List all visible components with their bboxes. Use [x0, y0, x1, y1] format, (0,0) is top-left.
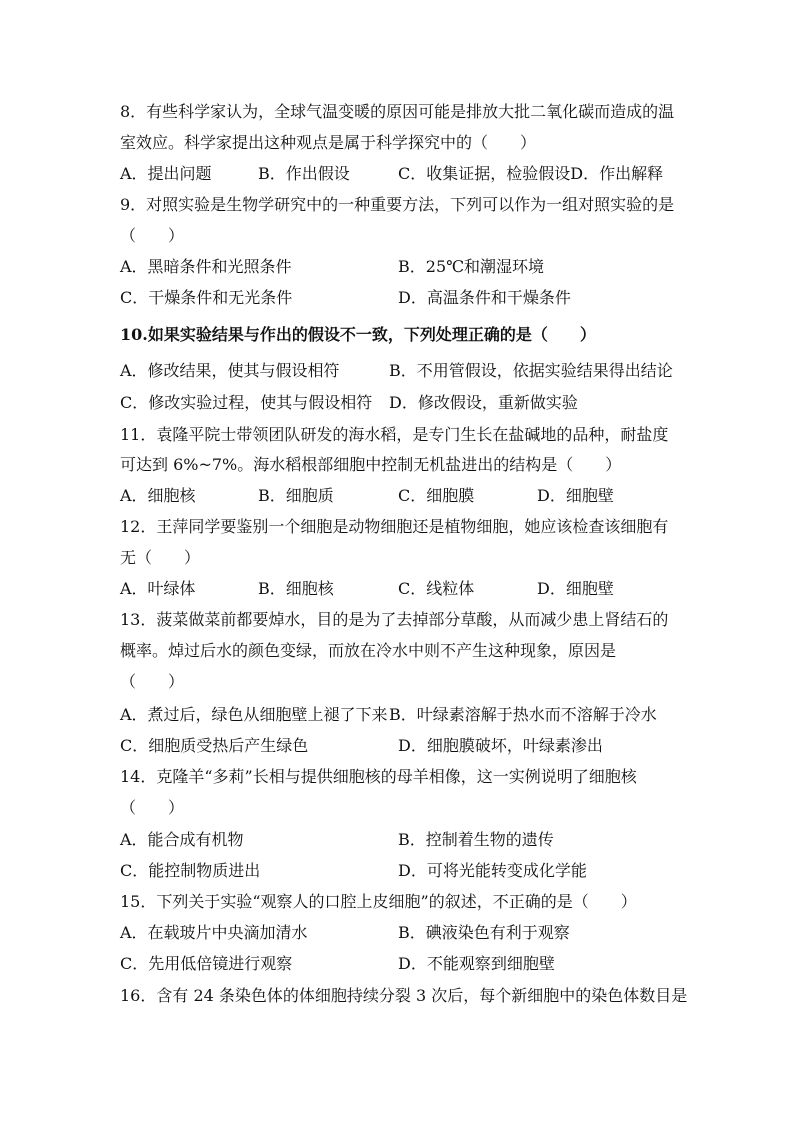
question-14-option-b: B．控制着生物的遗传	[398, 830, 554, 849]
question-14-stem: 14．克隆羊“多莉”长相与提供细胞核的母羊相像，这一实例说明了细胞核	[120, 767, 637, 786]
question-9-option-b: B．25℃和潮湿环境	[398, 257, 545, 276]
question-11-stem: 11．袁隆平院士带领团队研发的海水稻，是专门生长在盐碱地的品种，耐盐度	[120, 425, 669, 444]
question-8-stem: 8．有些科学家认为，全球气温变暖的原因可能是排放大批二氧化碳而造成的温	[120, 102, 675, 121]
question-9-option-a: A．黑暗条件和光照条件	[120, 257, 292, 276]
question-15-option-a: A．在载玻片中央滴加清水	[120, 923, 308, 942]
question-8-option-b: B．作出假设	[258, 164, 350, 183]
question-9-option-c: C．干燥条件和无光条件	[120, 288, 293, 307]
question-13-option-d: D．细胞膜破坏，叶绿素渗出	[398, 736, 603, 755]
question-14-stem-cont: （ ）	[120, 798, 185, 817]
question-13-option-b: B．叶绿素溶解于热水而不溶解于冷水	[389, 705, 657, 724]
question-9-stem-cont: （ ）	[120, 226, 185, 245]
question-10-option-a: A．修改结果，使其与假设相符	[120, 361, 340, 380]
question-12-stem-cont: 无（ ）	[120, 548, 201, 567]
question-12-option-d: D．细胞壁	[537, 579, 614, 598]
question-10-stem: 10.如果实验结果与作出的假设不一致，下列处理正确的是（ ）	[120, 325, 596, 344]
question-16-stem: 16．含有 24 条染色体的体细胞持续分裂 3 次后，每个新细胞中的染色体数目是	[120, 986, 688, 1005]
question-14-option-d: D．可将光能转变成化学能	[398, 861, 587, 880]
question-10-option-b: B．不用管假设，依据实验结果得出结论	[389, 361, 673, 380]
question-14-option-a: A．能合成有机物	[120, 830, 244, 849]
question-13-stem-cont: 概率。焯过后水的颜色变绿，而放在冷水中则不产生这种现象，原因是	[120, 641, 617, 660]
question-13-option-a: A．煮过后，绿色从细胞壁上褪了下来	[120, 705, 388, 724]
question-9-option-d: D．高温条件和干燥条件	[398, 288, 571, 307]
question-13-option-c: C．细胞质受热后产生绿色	[120, 736, 309, 755]
question-12-option-b: B．细胞核	[258, 579, 334, 598]
question-11-option-c: C．细胞膜	[398, 486, 475, 505]
question-12-stem: 12．王萍同学要鉴别一个细胞是动物细胞还是植物细胞，她应该检查该细胞有	[120, 517, 669, 536]
question-15-option-d: D．不能观察到细胞壁	[398, 954, 555, 973]
question-11-option-a: A．细胞核	[120, 486, 196, 505]
question-14-option-c: C．能控制物质进出	[120, 861, 261, 880]
question-8-stem-cont: 室效应。科学家提出这种观点是属于科学探究中的（ ）	[120, 133, 537, 152]
question-10-option-d: D．修改假设，重新做实验	[389, 393, 578, 412]
question-15-option-c: C．先用低倍镜进行观察	[120, 954, 293, 973]
question-13-stem: 13．菠菜做菜前都要焯水，目的是为了去掉部分草酸，从而减少患上肾结石的	[120, 610, 669, 629]
question-13-stem-cont2: （ ）	[120, 672, 185, 691]
question-11-option-d: D．细胞壁	[537, 486, 614, 505]
question-10-option-c: C．修改实验过程，使其与假设相符	[120, 393, 373, 412]
question-8-option-a: A．提出问题	[120, 164, 212, 183]
question-15-option-b: B．碘液染色有利于观察	[398, 923, 570, 942]
question-9-stem: 9．对照实验是生物学研究中的一种重要方法，下列可以作为一组对照实验的是	[120, 195, 675, 214]
question-11-option-b: B．细胞质	[258, 486, 334, 505]
question-8-option-c-d: C．收集证据，检验假设D．作出解释	[398, 164, 664, 183]
question-15-stem: 15．下列关于实验“观察人的口腔上皮细胞”的叙述，不正确的是（ ）	[120, 892, 637, 911]
question-12-option-c: C．线粒体	[398, 579, 475, 598]
question-12-option-a: A．叶绿体	[120, 579, 196, 598]
question-11-stem-cont: 可达到 6%~7%。海水稻根部细胞中控制无机盐进出的结构是（ ）	[120, 455, 622, 474]
